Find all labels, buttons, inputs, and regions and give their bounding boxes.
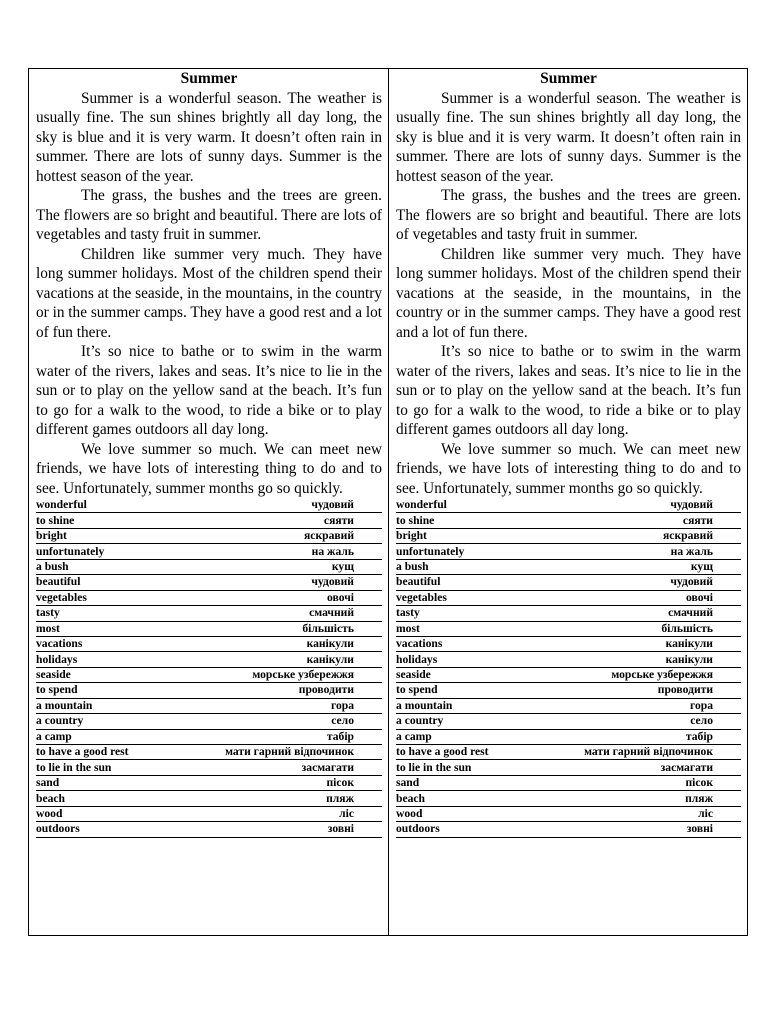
vocab-translation: морське узбережжя — [252, 668, 354, 682]
paragraph: Children like summer very much. They have long summer holidays. Most of the children spend their vacations at the seaside, in the mountains, in the country or in the summer camps. They have a good rest and a lot of fun there. — [396, 245, 741, 341]
vocab-translation: пляж — [685, 791, 713, 805]
vocab-translation: чудовий — [670, 575, 713, 589]
vocab-row — [36, 668, 382, 683]
vocab-word: outdoors — [396, 822, 440, 836]
vocab-translation: смачний — [668, 606, 713, 620]
vocab-word: a bush — [36, 559, 69, 573]
vocab-translation: гора — [689, 698, 713, 712]
reading-text — [36, 89, 382, 499]
vocab-row — [396, 498, 741, 513]
vocab-translation: зовні — [327, 822, 354, 836]
vocab-translation: ліс — [698, 806, 713, 820]
vocab-row — [36, 745, 382, 760]
vocab-translation: село — [331, 714, 354, 728]
vocab-row — [36, 807, 382, 822]
vocab-row — [396, 699, 741, 714]
page-title: Summer — [540, 70, 597, 87]
vocab-word: holidays — [36, 652, 78, 666]
vocab-row — [36, 591, 382, 606]
paragraph: It’s so nice to bathe or to swim in the warm water of the rivers, lakes and seas. It’s nice to lie in the sun or to play on the yellow sand at the beach. It’s fun to go for a walk to the wood, to ride a bike or to play different games outdoors all day long. — [396, 343, 741, 438]
vocab-row — [396, 637, 741, 652]
reading-text — [396, 89, 741, 499]
vocab-word: to have a good rest — [396, 745, 489, 759]
vocab-row — [396, 544, 741, 559]
vocab-word: to spend — [36, 683, 78, 697]
vocab-word: to have a good rest — [36, 745, 129, 759]
vocab-translation: засмагати — [660, 760, 713, 774]
page-title: Summer — [180, 70, 238, 87]
vocab-word: wood — [36, 806, 63, 820]
vocab-word: a country — [36, 714, 84, 728]
vocab-row — [396, 683, 741, 698]
vocab-word: wonderful — [396, 498, 447, 512]
vocab-translation: табір — [685, 729, 713, 743]
vocab-translation: проводити — [657, 683, 713, 697]
vocab-word: to shine — [36, 513, 75, 527]
vocab-word: most — [396, 621, 420, 635]
vocab-row — [36, 575, 382, 590]
vocab-word: a camp — [396, 729, 432, 743]
vocab-word: seaside — [396, 668, 431, 682]
vocab-word: outdoors — [36, 822, 80, 836]
vocab-word: beautiful — [36, 575, 81, 589]
right-column — [388, 69, 747, 935]
vocab-word: sand — [396, 776, 420, 790]
vocab-translation: сяяти — [323, 513, 354, 527]
vocab-word: most — [36, 621, 60, 635]
vocab-word: sand — [36, 776, 60, 790]
vocab-row — [36, 560, 382, 575]
vocab-translation: на жаль — [311, 544, 354, 558]
vocab-word: unfortunately — [396, 544, 465, 558]
vocab-row — [396, 529, 741, 544]
vocab-row — [396, 791, 741, 806]
vocab-translation: яскравий — [663, 529, 713, 543]
vocab-translation: канікули — [665, 637, 713, 651]
vocab-row — [396, 575, 741, 590]
vocab-translation: сяяти — [682, 513, 713, 527]
vocab-row — [36, 699, 382, 714]
vocab-word: a mountain — [396, 698, 453, 712]
vocab-translation: пісок — [685, 776, 713, 790]
vocab-row — [36, 730, 382, 745]
vocab-translation: кущ — [690, 559, 713, 573]
vocab-word: vegetables — [36, 590, 87, 604]
vocab-translation: морське узбережжя — [611, 668, 713, 682]
vocab-translation: чудовий — [311, 498, 354, 512]
vocab-row — [36, 652, 382, 667]
left-column — [29, 69, 388, 935]
paragraph: The grass, the bushes and the trees are green. The flowers are so bright and beautiful. There are lots of vegetables and tasty fruit in summer. — [36, 187, 382, 243]
vocab-translation: зовні — [686, 822, 713, 836]
vocab-translation: проводити — [298, 683, 354, 697]
vocab-translation: яскравий — [304, 529, 354, 543]
vocab-word: to lie in the sun — [396, 760, 472, 774]
vocab-row — [36, 791, 382, 806]
vocab-row — [36, 622, 382, 637]
vocab-translation: засмагати — [301, 760, 354, 774]
vocab-translation: канікули — [665, 652, 713, 666]
vocab-row — [396, 560, 741, 575]
vocab-translation: пісок — [326, 776, 354, 790]
vocab-translation: гора — [330, 698, 354, 712]
vocab-translation: ліс — [339, 806, 354, 820]
vocabulary-list — [396, 498, 741, 838]
vocab-row — [396, 668, 741, 683]
vocab-row — [36, 760, 382, 775]
vocab-row — [396, 513, 741, 528]
vocab-word: seaside — [36, 668, 71, 682]
vocab-word: vacations — [396, 637, 443, 651]
paragraph: Summer is a wonderful season. The weather is usually fine. The sun shines brightly all day long, the sky is blue and it is very warm. It doesn’t often rain in summer. There are lots of sunny days. Summer is the hottest season of the year. — [36, 89, 382, 185]
vocab-word: a camp — [36, 729, 72, 743]
vocab-word: beach — [36, 791, 65, 805]
vocab-translation: табір — [326, 729, 354, 743]
vocab-word: vegetables — [396, 590, 447, 604]
vocab-row — [36, 606, 382, 621]
vocab-translation: пляж — [326, 791, 354, 805]
vocab-word: beautiful — [396, 575, 441, 589]
vocab-row — [396, 622, 741, 637]
vocab-translation: чудовий — [670, 498, 713, 512]
vocab-translation: мати гарний відпочинок — [584, 745, 713, 759]
vocab-row — [36, 498, 382, 513]
vocab-word: tasty — [396, 606, 420, 620]
vocab-translation: більшість — [661, 621, 713, 635]
vocab-word: unfortunately — [36, 544, 105, 558]
vocab-word: wood — [396, 806, 423, 820]
vocab-row — [396, 822, 741, 837]
vocab-row — [396, 776, 741, 791]
vocab-row — [36, 637, 382, 652]
vocab-row — [36, 529, 382, 544]
vocab-row — [36, 776, 382, 791]
paragraph: It’s so nice to bathe or to swim in the warm water of the rivers, lakes and seas. It’s nice to lie in the sun or to play on the yellow sand at the beach. It’s fun to go for a walk to the wood, to ride a bike or to play different games outdoors all day long. — [36, 343, 382, 438]
vocab-word: wonderful — [36, 498, 87, 512]
vocab-row — [36, 544, 382, 559]
vocab-translation: смачний — [309, 606, 354, 620]
vocab-row — [396, 745, 741, 760]
vocab-word: a bush — [396, 559, 429, 573]
vocab-word: a country — [396, 714, 444, 728]
vocab-row — [36, 513, 382, 528]
vocab-word: holidays — [396, 652, 438, 666]
vocab-row — [36, 822, 382, 837]
vocab-translation: на жаль — [670, 544, 713, 558]
vocab-word: tasty — [36, 606, 60, 620]
vocab-row — [396, 714, 741, 729]
vocab-word: vacations — [36, 637, 83, 651]
vocab-row — [36, 714, 382, 729]
vocab-word: to spend — [396, 683, 438, 697]
vocab-row — [36, 683, 382, 698]
vocab-translation: чудовий — [311, 575, 354, 589]
vocab-row — [396, 760, 741, 775]
paragraph: We love summer so much. We can meet new friends, we have lots of interesting thing to do and to see. Unfortunately, summer months go so quickly. — [36, 440, 382, 497]
paragraph: Children like summer very much. They have long summer holidays. Most of the children spend their vacations at the seaside, in the mountains, in the country or in the summer camps. They have a good rest and a lot of fun there. — [36, 245, 382, 341]
paragraph: We love summer so much. We can meet new friends, we have lots of interesting thing to do and to see. Unfortunately, summer months go so quickly. — [396, 440, 741, 497]
vocab-translation: мати гарний відпочинок — [225, 745, 354, 759]
vocab-translation: кущ — [331, 559, 354, 573]
paragraph: Summer is a wonderful season. The weather is usually fine. The sun shines brightly all day long, the sky is blue and it is very warm. It doesn’t often rain in summer. There are lots of sunny days. Summer is the hottest season of the year. — [396, 89, 741, 185]
vocab-translation: село — [690, 714, 713, 728]
vocab-word: bright — [36, 529, 67, 543]
vocab-row — [396, 591, 741, 606]
vocab-translation: канікули — [306, 637, 354, 651]
vocab-word: to shine — [396, 513, 435, 527]
vocab-word: a mountain — [36, 698, 93, 712]
vocab-row — [396, 606, 741, 621]
vocab-row — [396, 807, 741, 822]
paragraph: The grass, the bushes and the trees are green. The flowers are so bright and beautiful. There are lots of vegetables and tasty fruit in summer. — [396, 187, 741, 243]
vocab-word: beach — [396, 791, 425, 805]
vocab-translation: овочі — [327, 590, 354, 604]
vocab-word: to lie in the sun — [36, 760, 112, 774]
vocab-translation: більшість — [302, 621, 354, 635]
worksheet-table — [28, 68, 748, 936]
vocab-translation: канікули — [306, 652, 354, 666]
vocab-row — [396, 652, 741, 667]
vocab-translation: овочі — [686, 590, 713, 604]
vocab-row — [396, 730, 741, 745]
vocab-word: bright — [396, 529, 427, 543]
vocabulary-list — [36, 498, 382, 838]
